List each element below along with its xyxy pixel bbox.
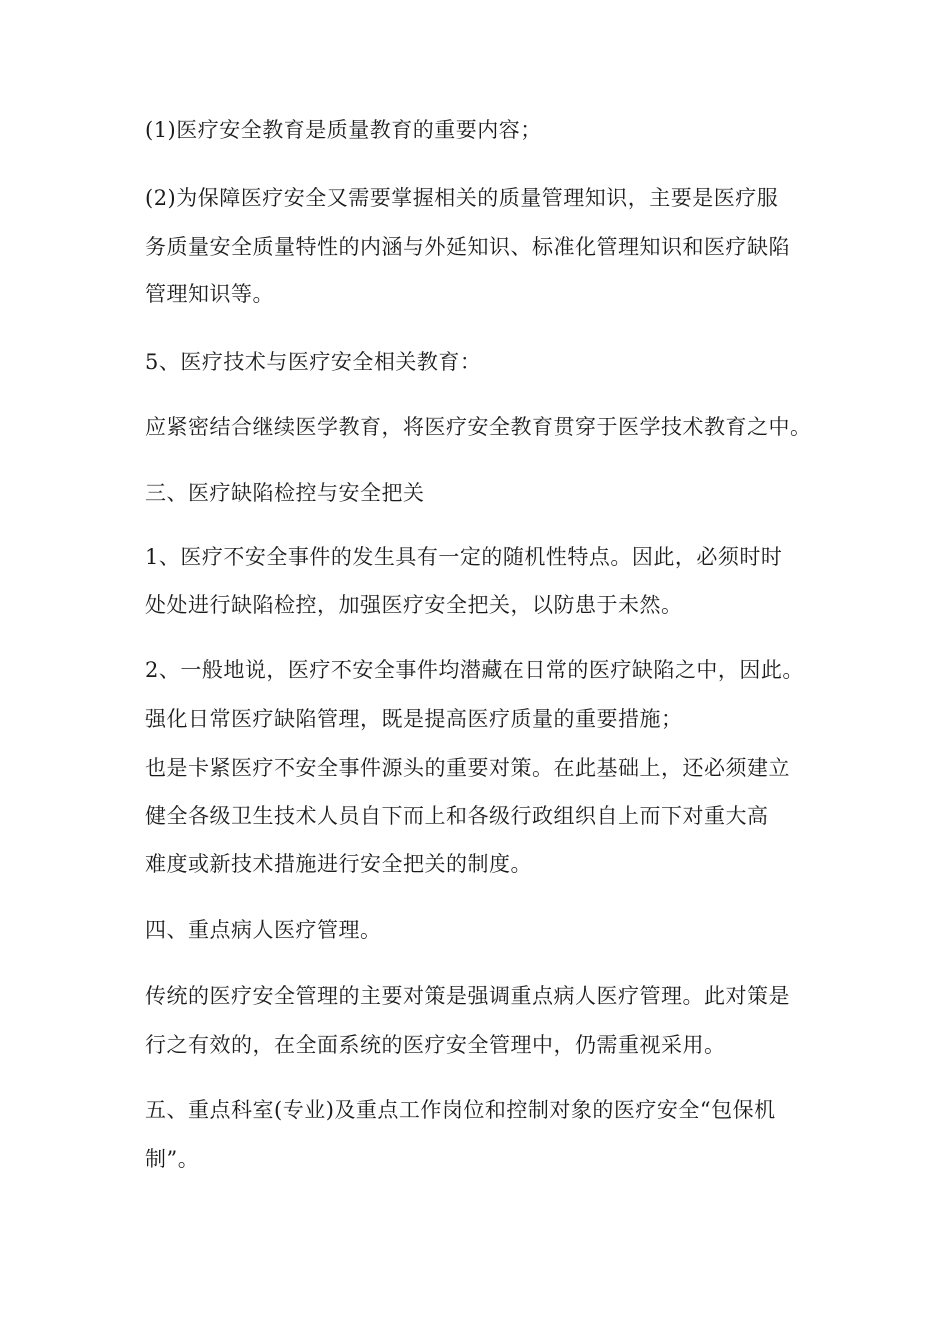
section-heading: 五、重点科室(专业)及重点工作岗位和控制对象的医疗安全“包保机 (145, 1098, 776, 1122)
text-line: 管理知识等。 (145, 282, 274, 306)
text-line: 制”。 (145, 1147, 200, 1171)
text-line: 难度或新技术措施进行安全把关的制度。 (145, 852, 532, 876)
text-line: 应紧密结合继续医学教育，将医疗安全教育贯穿于医学技术教育之中。 (145, 415, 812, 439)
section-heading: 5、医疗技术与医疗安全相关教育： (145, 350, 482, 374)
text-line: 务质量安全质量特性的内涵与外延知识、标准化管理知识和医疗缺陷 (145, 235, 790, 259)
text-line: 行之有效的，在全面系统的医疗安全管理中，仍需重视采用。 (145, 1033, 726, 1057)
text-line: 也是卡紧医疗不安全事件源头的重要对策。在此基础上，还必须建立 (145, 756, 790, 780)
text-line: 健全各级卫生技术人员自下而上和各级行政组织自上而下对重大高 (145, 804, 769, 828)
text-line: (1)医疗安全教育是质量教育的重要内容； (145, 118, 542, 142)
text-line: 强化日常医疗缺陷管理，既是提高医疗质量的重要措施； (145, 707, 683, 731)
text-line: 处处进行缺陷检控，加强医疗安全把关，以防患于未然。 (145, 593, 683, 617)
section-heading: 三、医疗缺陷检控与安全把关 (145, 481, 425, 505)
text-line: (2)为保障医疗安全又需要掌握相关的质量管理知识，主要是医疗服 (145, 186, 779, 210)
text-line: 2、一般地说，医疗不安全事件均潜藏在日常的医疗缺陷之中，因此。 (145, 658, 804, 682)
section-heading: 四、重点病人医疗管理。 (145, 918, 382, 942)
text-line: 1、医疗不安全事件的发生具有一定的随机性特点。因此，必须时时 (145, 545, 783, 569)
text-line: 传统的医疗安全管理的主要对策是强调重点病人医疗管理。此对策是 (145, 984, 790, 1008)
